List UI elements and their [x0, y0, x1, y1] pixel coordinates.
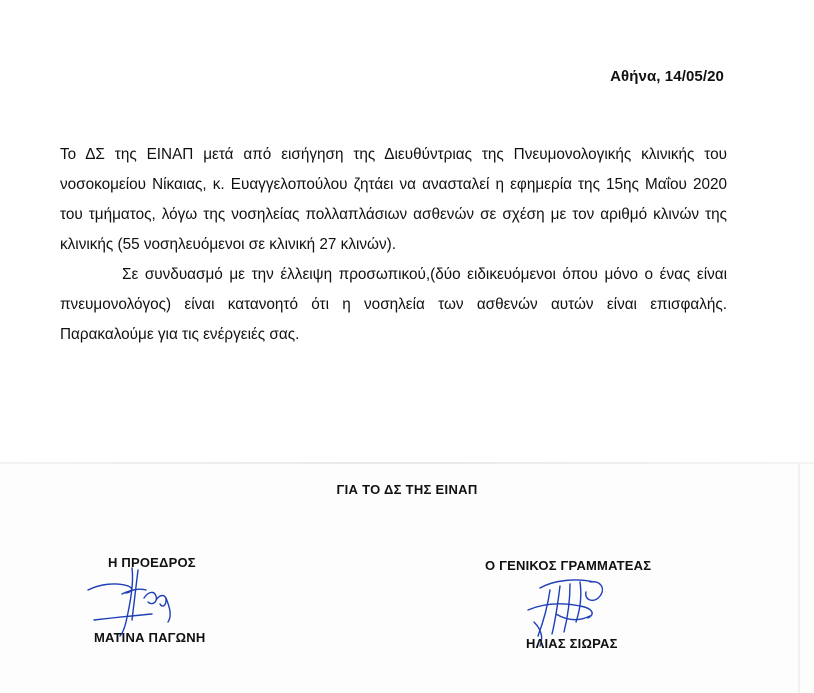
president-name: ΜΑΤΙΝΑ ΠΑΓΩΝΗ — [94, 630, 206, 645]
scan-edge-divider — [0, 462, 814, 464]
president-signature — [82, 560, 192, 640]
letter-body — [60, 140, 727, 350]
paragraph-request: Το ΔΣ της ΕΙΝΑΠ μετά από εισήγηση της Διευθύντριας της Πνευμονολογικής κλινικής του νοσοκομείου Νίκαιας, κ. Ευαγγελοπούλου ζητάει να ανασταλεί η εφημερία της 15ης Μαΐου 2020 του τμήματος, λόγω της νοσηλείας πολλαπλάσιων ασθενών σε σχέση με τον αριθμό κλινών της κλινικής (55 νοσηλευόμενοι σε κλινική 27 κλινών). — [60, 146, 727, 253]
secretary-name: ΗΛΙΑΣ ΣΙΩΡΑΣ — [526, 636, 618, 651]
date-line: Αθήνα, 14/05/20 — [610, 68, 724, 85]
paragraph-staffing: Σε συνδυασμό με την έλλειψη προσωπικού,(δύο ειδικευόμενοι όπου μόνο ο ένας είναι πνευμονολόγος) είναι κατανοητό ότι η νοσηλεία των ασθενών αυτών είναι επισφαλής. Παρακαλούμε για τις ενέργειές σας. — [60, 266, 727, 343]
board-heading: ΓΙΑ ΤΟ ΔΣ ΤΗΣ ΕΙΝΑΠ — [336, 482, 478, 497]
president-role: Η ΠΡΟΕΔΡΟΣ — [108, 555, 196, 570]
secretary-role: Ο ΓΕΝΙΚΟΣ ΓΡΑΜΜΑΤΕΑΣ — [485, 558, 652, 573]
